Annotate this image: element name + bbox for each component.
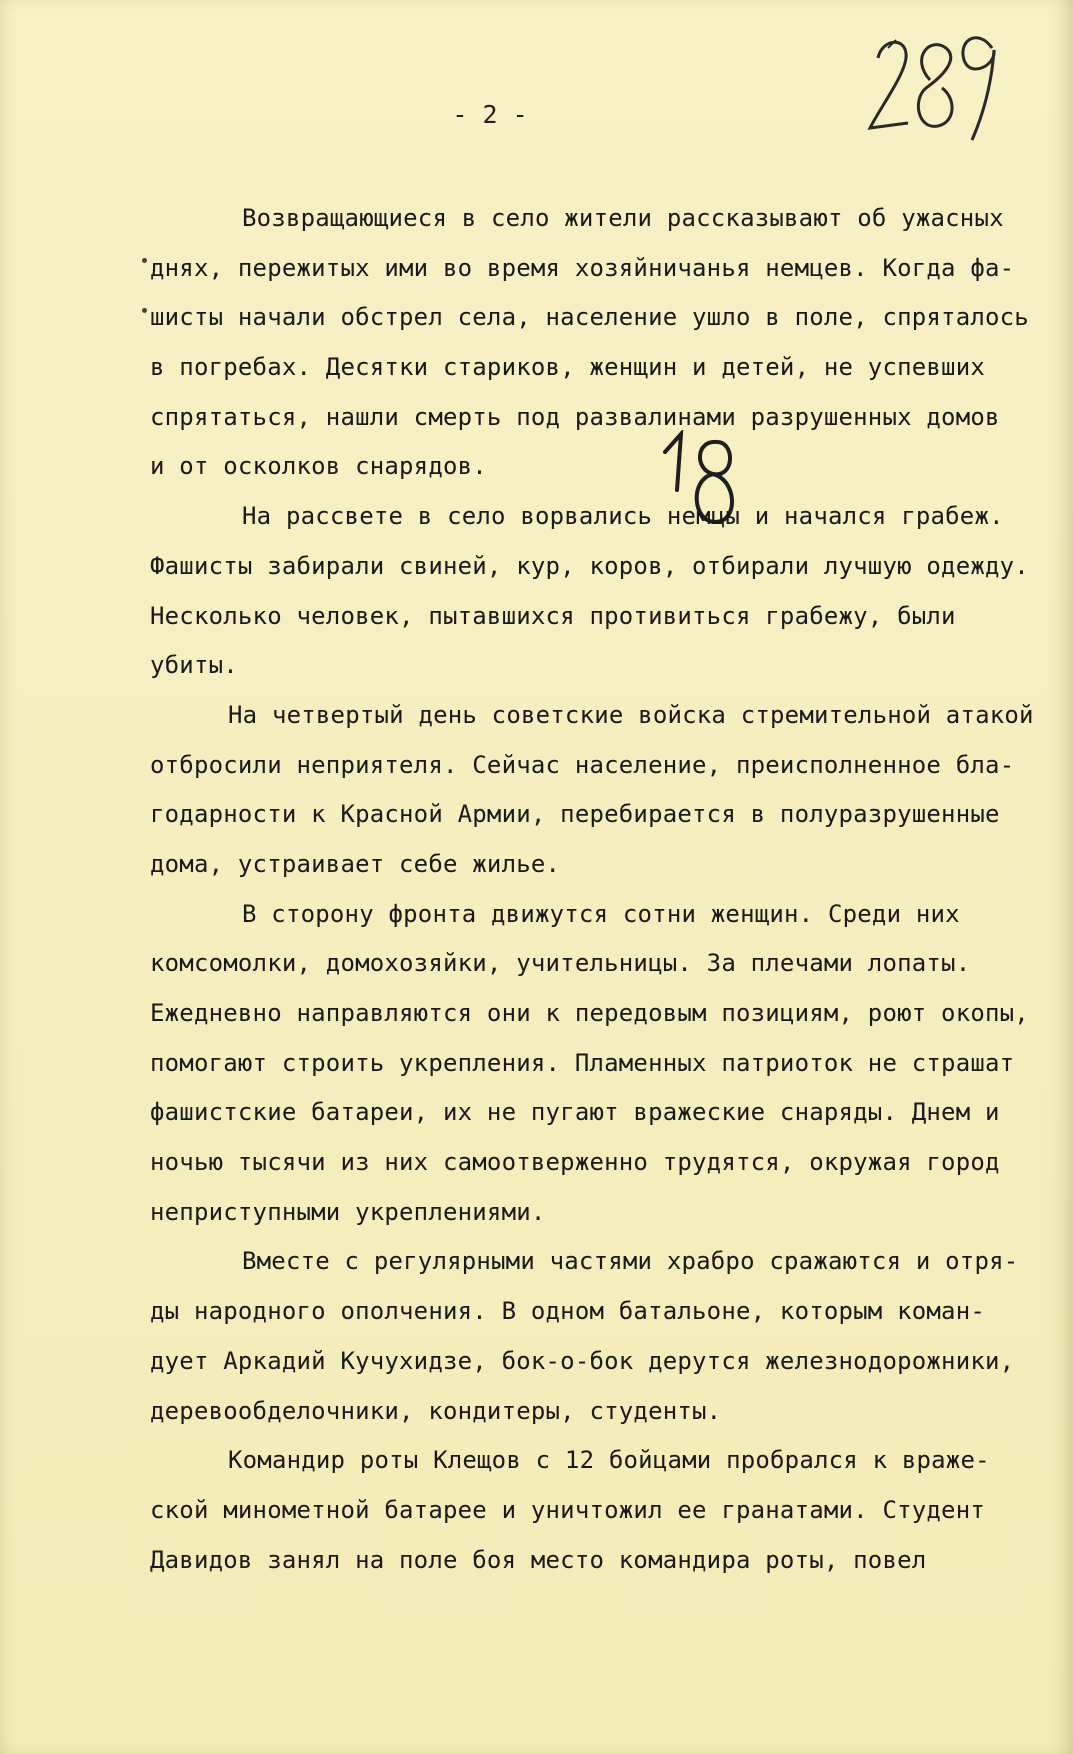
- text-line: Ежедневно направляются они к передовым позициям, роют окопы,: [150, 999, 1029, 1027]
- punch-mark: [142, 308, 147, 313]
- punch-mark: [142, 258, 147, 263]
- text-line: помогают строить укрепления. Пламенных патриоток не страшат: [150, 1048, 1015, 1077]
- text-line: спрятаться, нашли смерть под развалинами разрушенных домов: [150, 402, 1000, 431]
- typewritten-body: [150, 194, 1070, 1585]
- text-line: фашистские батареи, их не пугают вражеские снаряды. Днем и: [150, 1098, 1000, 1127]
- text-line: отбросили неприятеля. Сейчас население, преисполненное бла-: [150, 750, 1015, 779]
- text-line: комсомолки, домохозяйки, учительницы. За плечами лопаты.: [150, 949, 971, 978]
- text-line: шисты начали обстрел села, население ушло в поле, спряталось: [150, 303, 1029, 332]
- text-line: неприступными укреплениями.: [150, 1197, 546, 1226]
- text-line: На рассвете в село ворвались немцы и начался грабеж.: [242, 502, 1004, 531]
- text-line: и от осколков снарядов.: [150, 452, 487, 481]
- text-line: убиты.: [150, 651, 238, 680]
- text-line: Командир роты Клещов с 12 бойцами пробрался к враже-: [228, 1446, 990, 1475]
- text-line: Несколько человек, пытавшихся противиться грабежу, были: [150, 601, 956, 630]
- text-line: Возвращающиеся в село жители рассказывают об ужасных: [242, 204, 1004, 232]
- page-number: - 2 -: [452, 100, 528, 129]
- text-line: В сторону фронта движутся сотни женщин. Среди них: [242, 899, 960, 928]
- text-line: деревообделочники, кондитеры, студенты.: [150, 1396, 722, 1425]
- text-line: Вместе с регулярными частями храбро сражаются и отря-: [242, 1247, 1019, 1276]
- text-line: На четвертый день советские войска стремительной атакой: [228, 700, 1034, 729]
- text-line: Давидов занял на поле боя место командира роты, повел: [150, 1545, 927, 1574]
- text-line: в погребах. Десятки стариков, женщин и детей, не успевших: [150, 353, 986, 382]
- text-line: дует Аркадий Кучухидзе, бок-о-бок дерутся железнодорожники,: [150, 1346, 1015, 1375]
- text-line: ской минометной батарее и уничтожил ее гранатами. Студент: [150, 1495, 986, 1524]
- text-line: дома, устраивает себе жилье.: [150, 849, 561, 878]
- text-line: ночью тысячи из них самоотверженно трудятся, окружая город: [150, 1148, 1000, 1177]
- handwritten-archive-number: [860, 18, 1010, 148]
- text-line: днях, пережитых ими во время хозяйничанья немцев. Когда фа-: [150, 253, 1015, 282]
- text-line: Фашисты забирали свиней, кур, коров, отбирали лучшую одежду.: [150, 551, 1029, 580]
- text-line: годарности к Красной Армии, перебирается в полуразрушенные: [150, 800, 1000, 829]
- text-line: ды народного ополчения. В одном батальоне, которым коман-: [150, 1297, 986, 1326]
